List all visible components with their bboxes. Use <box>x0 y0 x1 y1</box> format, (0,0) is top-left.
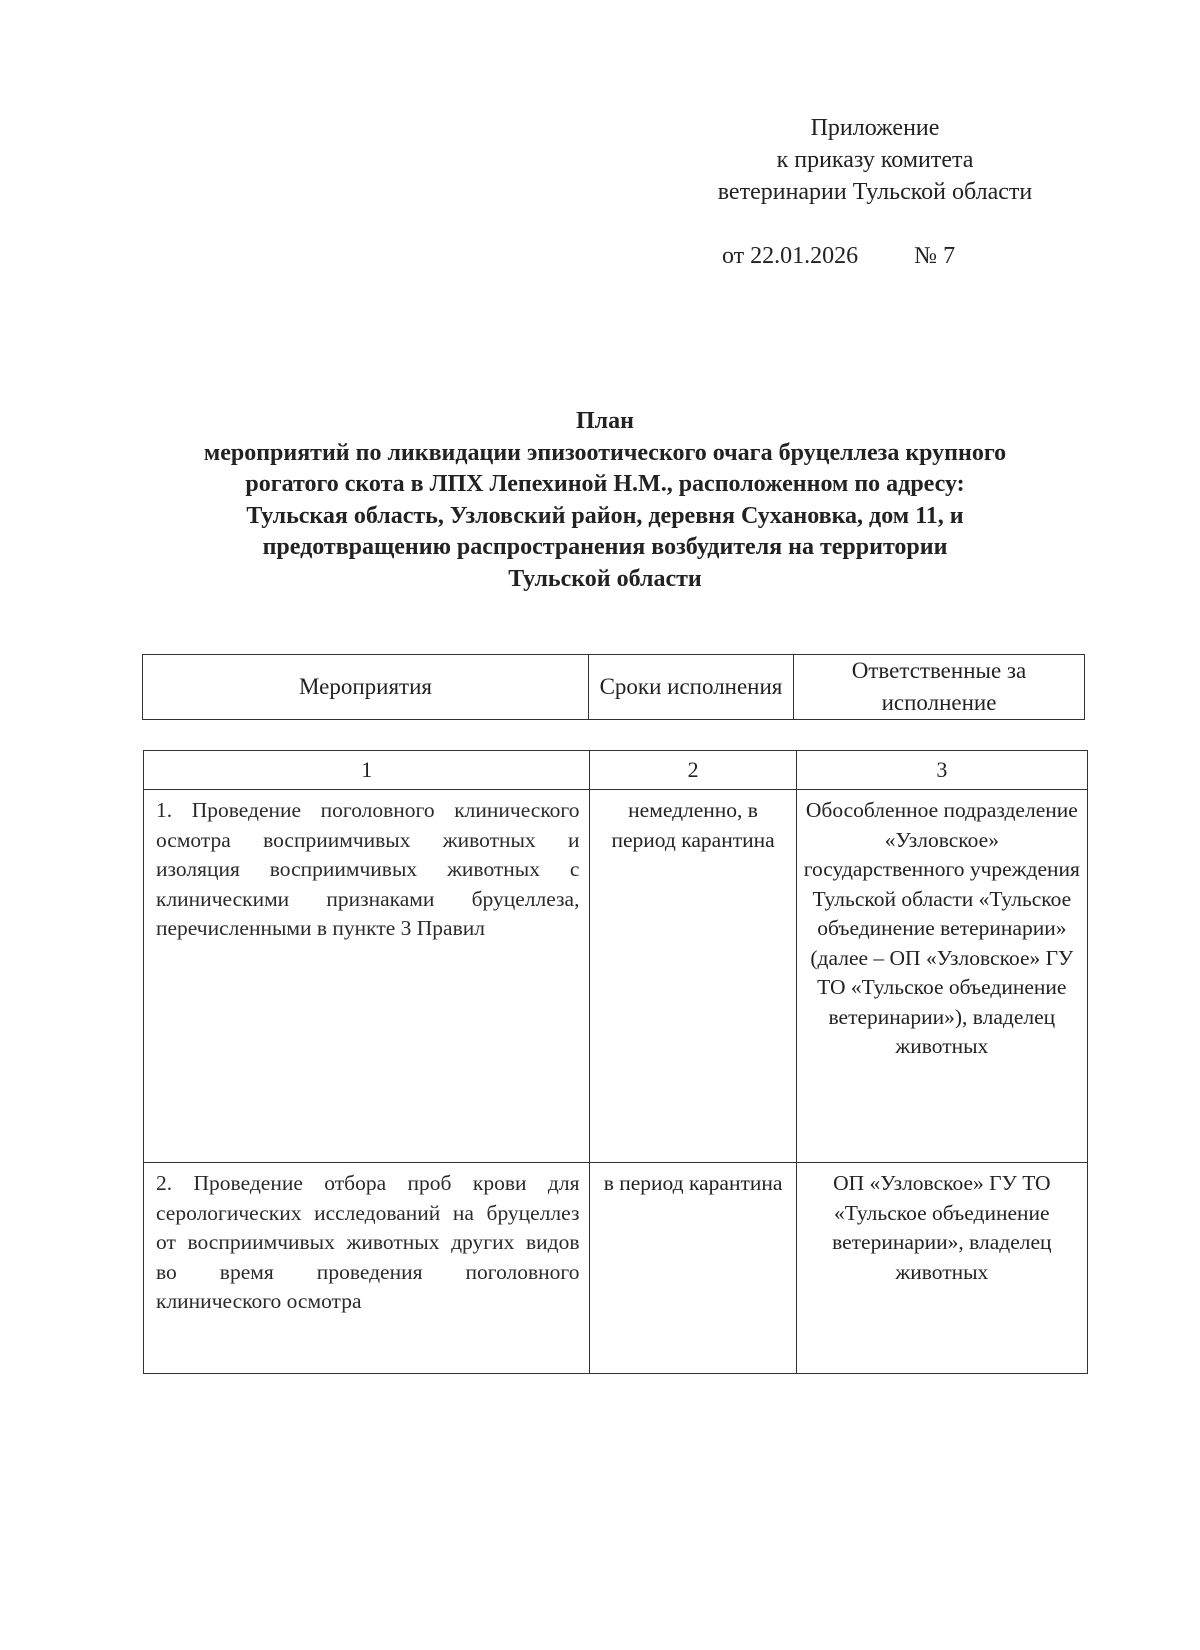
document-title <box>130 406 1080 595</box>
column-number: 1 <box>144 751 590 790</box>
plan-table <box>143 750 1088 1374</box>
term-cell: в период карантина <box>590 1163 796 1374</box>
appendix-line: ветеринарии Тульской области <box>717 179 1033 205</box>
appendix-block <box>660 112 1090 208</box>
title-line: Тульская область, Узловский район, деревня Сухановка, дом 11, и <box>246 502 964 529</box>
appendix-line: Приложение <box>810 115 940 141</box>
appendix-line: к приказу комитета <box>776 147 974 173</box>
header-activities: Мероприятия <box>143 655 589 720</box>
title-line: мероприятий по ликвидации эпизоотического очага бруцеллеза крупного <box>203 439 1007 466</box>
order-date: от 22.01.2026 <box>722 243 859 269</box>
table-header <box>142 654 1085 720</box>
title-line: предотвращению распространения возбудителя на территории <box>262 534 948 560</box>
activity-cell: 2. Проведение отбора проб крови для серологических исследований на бруцеллез от восприимчивых животных других видов во время проведения поголовного клинического осмотра <box>144 1163 590 1374</box>
responsible-cell: Обособленное подразделение «Узловское» государственного учреждения Тульской области «Тульское объединение ветеринарии» (далее – ОП «Узловское» ГУ ТО «Тульское объединение ветеринарии»), владелец животных <box>796 790 1087 1163</box>
header-terms: Сроки исполнения <box>589 655 794 720</box>
responsible-cell: ОП «Узловское» ГУ ТО «Тульское объединение ветеринарии», владелец животных <box>796 1163 1087 1374</box>
table-row <box>144 790 1088 1163</box>
activity-cell: 1. Проведение поголовного клинического осмотра восприимчивых животных и изоляция восприимчивых животных с клиническими признаками бруцеллеза, перечисленными в пункте 3 Правил <box>144 790 590 1163</box>
title-line: План <box>576 408 634 434</box>
order-reference <box>722 240 955 272</box>
header-responsible: Ответственные за исполнение <box>794 655 1085 720</box>
title-line: Тульской области <box>508 565 702 592</box>
column-number: 3 <box>796 751 1087 790</box>
order-number: № 7 <box>914 243 956 269</box>
title-line: рогатого скота в ЛПХ Лепехиной Н.М., расположенном по адресу: <box>245 471 965 497</box>
column-number: 2 <box>590 751 796 790</box>
table-row <box>144 1163 1088 1374</box>
term-cell: немедленно, в период карантина <box>590 790 796 1163</box>
column-number-row <box>144 751 1088 790</box>
